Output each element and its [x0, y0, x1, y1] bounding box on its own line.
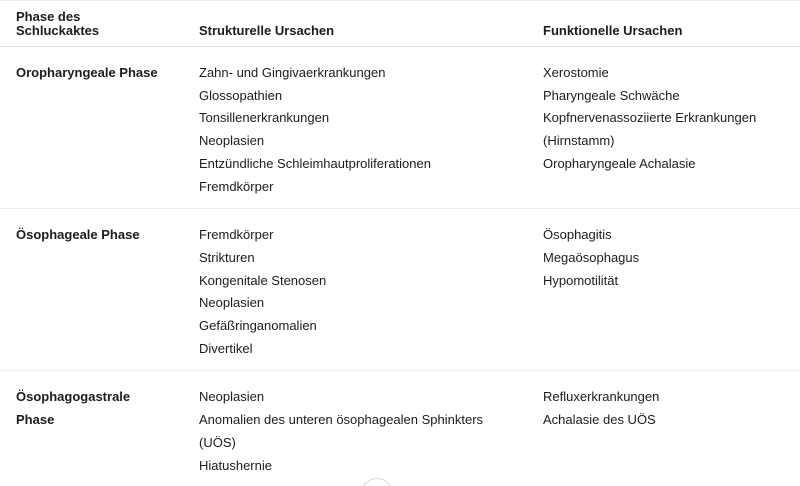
header-phase-line-2: Schluckaktes	[16, 23, 100, 38]
functional-cause: Ösophagitis	[543, 227, 612, 243]
structural-cell	[199, 209, 543, 371]
table-row-oropharyngeal	[0, 47, 800, 209]
structural-cause: (UÖS)	[199, 434, 236, 450]
phase-cell	[0, 209, 199, 371]
functional-cause: Refluxerkrankungen	[543, 389, 660, 405]
structural-cause: Neoplasien	[199, 295, 265, 311]
functional-cause: Megaösophagus	[543, 249, 640, 265]
functional-cause: Achalasie des UÖS	[543, 412, 656, 428]
structural-cause: Fremdkörper	[199, 227, 274, 243]
structural-cause: Hiatushernie	[199, 457, 272, 473]
functional-cell	[543, 47, 800, 209]
structural-cell	[199, 371, 543, 486]
functional-cell	[543, 209, 800, 371]
header-phase-line-1: Phase des	[16, 9, 81, 24]
structural-cause: Anomalien des unteren ösophagealen Sphinkters	[199, 412, 484, 428]
structural-cause: Divertikel	[199, 340, 253, 356]
top-divider	[0, 0, 800, 1]
structural-cause: Neoplasien	[199, 389, 265, 405]
structural-cause: Tonsillenerkrankungen	[199, 110, 330, 126]
structural-cause: Strikturen	[199, 249, 255, 265]
table-row-oesophageal	[0, 209, 800, 371]
phase-cell	[0, 47, 199, 209]
structural-cause: Glossopathien	[199, 87, 283, 103]
table-row-oesophagogastric	[0, 371, 800, 486]
header-phase	[0, 10, 199, 47]
dysphagia-causes-table	[0, 10, 800, 486]
table-header-row	[0, 10, 800, 47]
header-structural: Strukturelle Ursachen	[199, 10, 543, 47]
structural-cause: Kongenitale Stenosen	[199, 272, 327, 288]
functional-cause: Xerostomie	[543, 65, 609, 80]
phase-label: Ösophagogastrale	[16, 389, 131, 405]
structural-cause: Gefäßringanomalien	[199, 318, 317, 334]
functional-cause: Oropharyngeale Achalasie	[543, 155, 696, 171]
header-functional: Funktionelle Ursachen	[543, 10, 800, 47]
phase-label: Phase	[16, 412, 55, 428]
functional-cause: Hypomotilität	[543, 272, 619, 288]
phase-label: Oropharyngeale Phase	[16, 65, 158, 80]
structural-cause: Neoplasien	[199, 133, 265, 149]
functional-cause: Kopfnervenassoziierte Erkrankungen	[543, 110, 757, 126]
structural-cause: Fremdkörper	[199, 178, 274, 194]
phase-cell	[0, 371, 199, 486]
phase-label: Ösophageale Phase	[16, 227, 140, 243]
functional-cause: Pharyngeale Schwäche	[543, 87, 680, 103]
functional-cell	[543, 371, 800, 486]
functional-cause: (Hirnstamm)	[543, 133, 615, 149]
structural-cause: Entzündliche Schleimhautproliferationen	[199, 155, 431, 171]
structural-cause: Zahn- und Gingivaerkrankungen	[199, 65, 386, 80]
structural-cell	[199, 47, 543, 209]
